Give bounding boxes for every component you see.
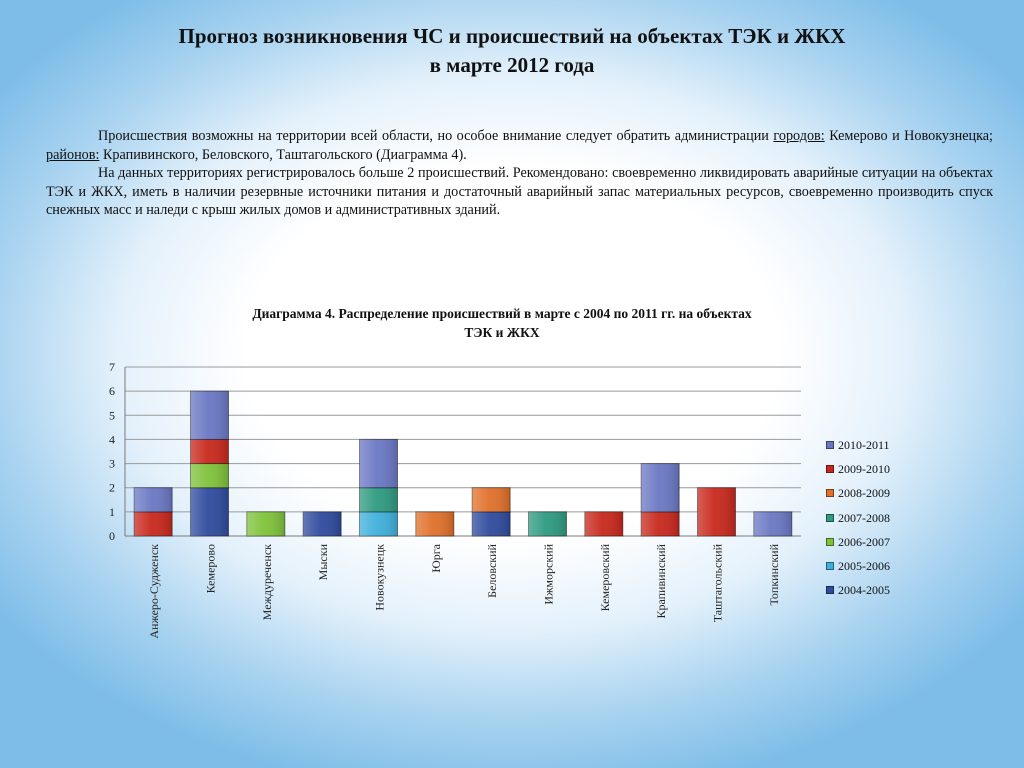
body-text: [46, 127, 993, 220]
stacked-bar-chart: [95, 355, 815, 665]
x-tick-label: Таштагольский: [710, 544, 725, 623]
legend-label: 2004-2005: [838, 583, 890, 598]
legend-swatch: [826, 465, 834, 473]
bar-segment-shine: [191, 464, 229, 488]
page-title: [0, 22, 1024, 80]
bar-segment-shine: [191, 391, 229, 439]
page-title-line1: Прогноз возникновения ЧС и происшествий на объектах ТЭК и ЖКХ: [178, 24, 846, 48]
legend-item: [826, 457, 926, 481]
x-axis-labels: [147, 543, 781, 638]
bar-segment-shine: [360, 512, 398, 536]
y-tick-label: 0: [109, 529, 115, 543]
bar-segment-shine: [585, 512, 623, 536]
x-tick-label: Беловский: [485, 544, 500, 598]
legend-swatch: [826, 514, 834, 522]
chart-title-line2: ТЭК и ЖКХ: [464, 325, 540, 340]
y-tick-label: 4: [109, 432, 115, 447]
y-tick-label: 1: [109, 504, 115, 519]
x-tick-label: Кемерово: [203, 544, 218, 594]
bar-segment-shine: [360, 488, 398, 512]
chart-title: [150, 304, 854, 342]
bar-segment-shine: [529, 512, 567, 536]
chart-legend: [826, 433, 926, 602]
bar-segment-shine: [641, 512, 679, 536]
legend-swatch: [826, 441, 834, 449]
x-tick-label: Крапивинский: [654, 544, 669, 619]
legend-label: 2007-2008: [838, 510, 890, 525]
districts-label: районов:: [46, 146, 100, 163]
legend-label: 2008-2009: [838, 486, 890, 501]
legend-swatch: [826, 562, 834, 570]
bar-segment-shine: [360, 439, 398, 487]
legend-label: 2006-2007: [838, 534, 890, 549]
cities-label: городов:: [773, 128, 825, 144]
y-tick-label: 6: [109, 384, 115, 399]
x-tick-label: Междуреченск: [259, 544, 274, 621]
legend-item: [826, 481, 926, 505]
p1-text-a: Происшествия возможны на территории всей области, но особое внимание следует обратить администрации: [98, 128, 774, 144]
legend-label: 2005-2006: [838, 558, 890, 573]
x-tick-label: Кемеровский: [597, 544, 612, 612]
legend-item: [826, 578, 926, 602]
legend-label: 2010-2011: [838, 438, 890, 452]
legend-item: [826, 530, 926, 554]
y-tick-label: 3: [109, 456, 115, 471]
x-tick-label: Анжеро-Судженск: [147, 544, 162, 639]
p1-text-c: Крапивинского, Беловского, Таштагольского (Диаграмма 4).: [99, 146, 467, 163]
p1-text-b: Кемерово и Новокузнецка;: [824, 128, 993, 144]
bar-segment-shine: [134, 488, 172, 512]
page-title-line2: в марте 2012 года: [429, 53, 595, 77]
bar-segment-shine: [472, 488, 510, 512]
bar-segment-shine: [698, 488, 736, 536]
bar-segment-shine: [641, 464, 679, 512]
x-tick-label: Топкинский: [766, 544, 781, 606]
y-axis-ticks: [109, 360, 115, 543]
x-tick-label: Юрга: [428, 544, 443, 573]
x-tick-label: Ижморский: [541, 544, 556, 605]
bar-segment-shine: [191, 488, 229, 536]
bar-segment-shine: [754, 512, 792, 536]
paragraph-2: На данных территориях регистрировалось больше 2 происшествий. Рекомендовано: своевременно ликвидировать аварийные ситуации на объектах ТЭК и ЖКХ, иметь в наличии резервные источники питания и достаточный аварийный запас материальных ресурсов, своевременно производить спуск снежных масс и наледи с крыш жилых домов и административных зданий.: [46, 165, 993, 219]
x-tick-label: Мыски: [316, 544, 331, 581]
y-tick-label: 2: [109, 480, 115, 495]
x-tick-label: Новокузнецк: [372, 544, 387, 611]
bar-segment-shine: [472, 512, 510, 536]
bar-segment-shine: [416, 512, 454, 536]
legend-swatch: [826, 489, 834, 497]
y-tick-label: 7: [109, 360, 115, 374]
legend-label: 2009-2010: [838, 462, 890, 477]
y-tick-label: 5: [109, 408, 115, 423]
legend-swatch: [826, 586, 834, 594]
bar-segment-shine: [247, 512, 285, 536]
legend-swatch: [826, 538, 834, 546]
bar-segment-shine: [303, 512, 341, 536]
chart-title-line1: Диаграмма 4. Распределение происшествий в марте с 2004 по 2011 гг. на объектах: [252, 306, 752, 321]
legend-item: [826, 433, 926, 457]
bar-segment-shine: [191, 439, 229, 463]
paragraph-1: [46, 127, 993, 164]
legend-item: [826, 506, 926, 530]
bar-segment-shine: [134, 512, 172, 536]
legend-item: [826, 554, 926, 578]
